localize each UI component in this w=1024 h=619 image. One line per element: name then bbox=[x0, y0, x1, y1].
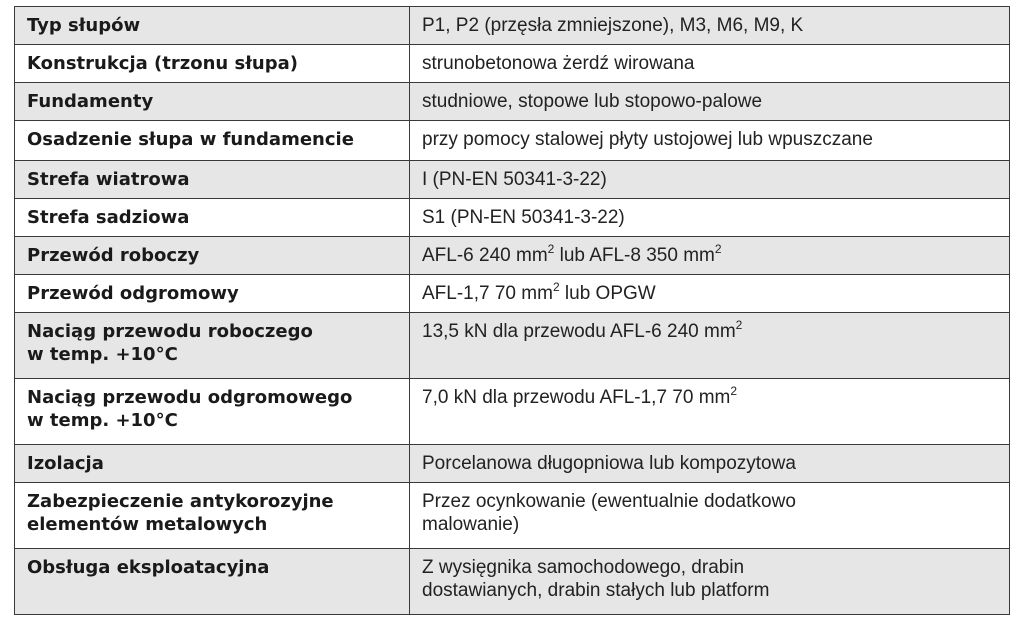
table-row bbox=[15, 199, 1010, 237]
table-row bbox=[15, 549, 1010, 615]
row-value: strunobetonowa żerdź wirowana bbox=[410, 45, 1010, 83]
row-value: Porcelanowa długopniowa lub kompozytowa bbox=[410, 445, 1010, 483]
row-value: przy pomocy stalowej płyty ustojowej lub wpuszczane bbox=[410, 121, 1010, 161]
row-label: Zabezpieczenie antykorozyjne elementów metalowych bbox=[15, 483, 410, 549]
row-label: Osadzenie słupa w fundamencie bbox=[15, 121, 410, 161]
row-value: AFL-1,7 70 $mm^2$ lub OPGW bbox=[410, 275, 1010, 313]
row-value: S1 (PN-EN 50341-3-22) bbox=[410, 199, 1010, 237]
row-label: Typ słupów bbox=[15, 7, 410, 45]
row-label: Strefa sadziowa bbox=[15, 199, 410, 237]
row-value: I (PN-EN 50341-3-22) bbox=[410, 161, 1010, 199]
row-label: Obsługa eksploatacyjna bbox=[15, 549, 410, 615]
table-row bbox=[15, 379, 1010, 445]
table-row bbox=[15, 45, 1010, 83]
spec-table-container bbox=[14, 6, 1010, 615]
row-label: Izolacja bbox=[15, 445, 410, 483]
table-row bbox=[15, 445, 1010, 483]
row-value: 7,0 kN dla przewodu AFL-1,7 70 $mm^2$ bbox=[410, 379, 1010, 445]
row-label: Konstrukcja (trzonu słupa) bbox=[15, 45, 410, 83]
table-row bbox=[15, 7, 1010, 45]
table-row bbox=[15, 161, 1010, 199]
row-label: Przewód odgromowy bbox=[15, 275, 410, 313]
row-value: Przez ocynkowanie (ewentualnie dodatkowo malowanie) bbox=[410, 483, 1010, 549]
spec-table-body bbox=[15, 7, 1010, 615]
table-row bbox=[15, 275, 1010, 313]
table-row bbox=[15, 83, 1010, 121]
table-row bbox=[15, 313, 1010, 379]
row-value: AFL-6 240 $mm^2$ lub AFL-8 350 $mm^2$ bbox=[410, 237, 1010, 275]
row-label: Przewód roboczy bbox=[15, 237, 410, 275]
row-value: studniowe, stopowe lub stopowo-palowe bbox=[410, 83, 1010, 121]
row-label: Naciąg przewodu odgromowego w temp. +10°C bbox=[15, 379, 410, 445]
row-label: Strefa wiatrowa bbox=[15, 161, 410, 199]
row-label: Naciąg przewodu roboczego w temp. +10°C bbox=[15, 313, 410, 379]
table-row bbox=[15, 483, 1010, 549]
row-label: Fundamenty bbox=[15, 83, 410, 121]
row-value: Z wysięgnika samochodowego, drabin dostawianych, drabin stałych lub platform bbox=[410, 549, 1010, 615]
pole-specification-table bbox=[14, 6, 1010, 615]
row-value: 13,5 kN dla przewodu AFL-6 240 $mm^2$ bbox=[410, 313, 1010, 379]
table-row bbox=[15, 121, 1010, 161]
row-value: P1, P2 (przęsła zmniejszone), M3, M6, M9, K bbox=[410, 7, 1010, 45]
table-row bbox=[15, 237, 1010, 275]
